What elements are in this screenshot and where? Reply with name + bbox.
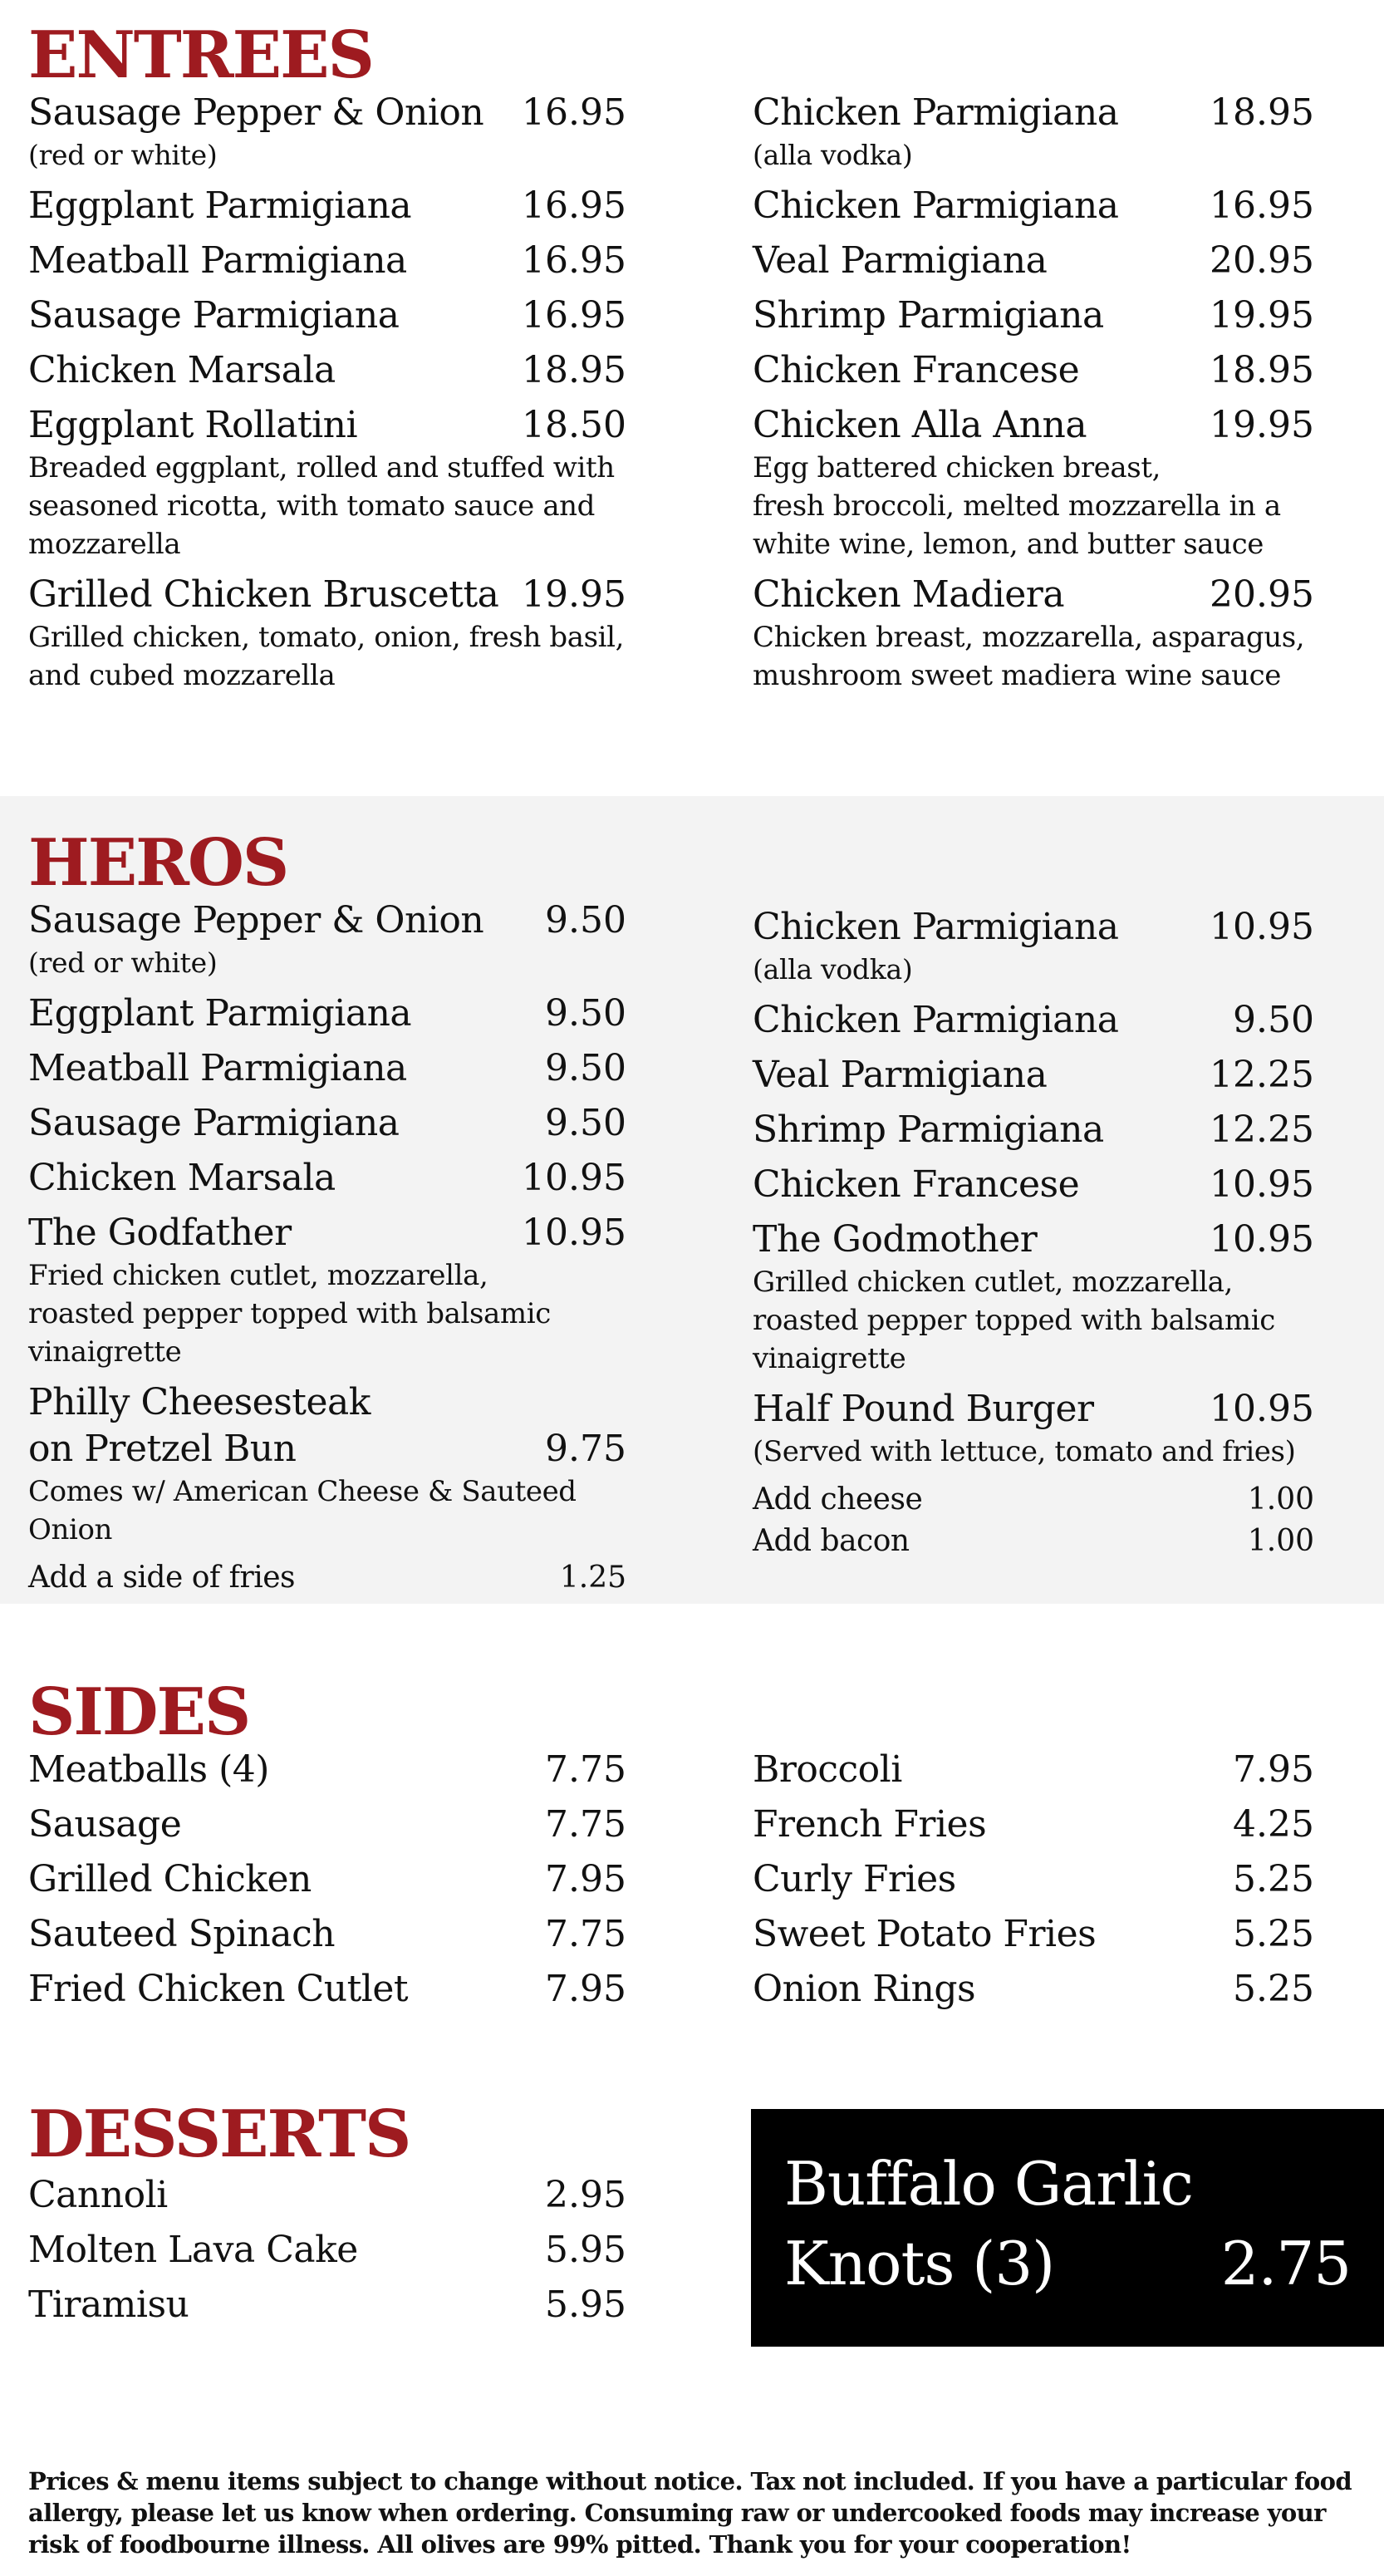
menu-item-note: (alla vodka)	[753, 953, 913, 986]
menu-item-price: 10.95	[522, 1212, 626, 1254]
menu-item-description: Grilled chicken, tomato, onion, fresh basil,	[28, 621, 624, 654]
menu-item-name: Chicken Parmigiana	[753, 999, 1119, 1041]
menu-item-row	[753, 183, 1314, 229]
menu-item-row	[28, 293, 626, 339]
menu-item-row	[28, 1155, 626, 1202]
menu-item-row	[753, 1747, 1314, 1793]
menu-item	[753, 1521, 1314, 1562]
menu-item	[753, 293, 1314, 339]
disclaimer-line: Prices & menu items subject to change without notice. Tax not included. If you have a particular food	[28, 2467, 1352, 2495]
menu-item	[753, 1107, 1314, 1153]
menu-item-price: 4.25	[1233, 1803, 1314, 1846]
menu-item-price: 9.50	[545, 992, 626, 1035]
menu-item-name: Fried Chicken Cutlet	[28, 1968, 409, 2010]
menu-item	[753, 402, 1314, 563]
menu-item	[28, 1747, 626, 1793]
menu-item-description: (Served with lettuce, tomato and fries)	[753, 1435, 1296, 1468]
promo-line-2-row	[784, 2224, 1351, 2303]
sides-title: SIDES	[28, 1674, 250, 1750]
menu-item-description: seasoned ricotta, with tomato sauce and	[28, 489, 596, 523]
menu-item-row	[28, 183, 626, 229]
menu-item-name: French Fries	[753, 1803, 987, 1846]
menu-item-name: Veal Parmigiana	[753, 1054, 1048, 1096]
menu-item	[753, 1162, 1314, 1208]
menu-item-name: Add bacon	[753, 1524, 910, 1558]
menu-item	[28, 238, 626, 284]
menu-item-name: Chicken Parmigiana	[753, 906, 1119, 948]
menu-item	[753, 1479, 1314, 1521]
menu-item-row	[28, 347, 626, 394]
menu-item-name: Sauteed Spinach	[28, 1913, 336, 1955]
menu-item	[28, 1966, 626, 2013]
menu-item-price: 19.95	[522, 573, 626, 616]
menu-item-row	[753, 997, 1314, 1044]
menu-item-name: Eggplant Rollatini	[28, 404, 358, 446]
menu-item-note: (red or white)	[28, 139, 218, 171]
menu-item-row	[28, 238, 626, 284]
menu-item-row	[28, 2172, 626, 2219]
menu-item	[753, 904, 1314, 989]
menu-item-price: 7.95	[545, 1858, 626, 1900]
menu-item-price: 7.95	[1233, 1748, 1314, 1791]
menu-item	[28, 1856, 626, 1903]
menu-item-row	[753, 1217, 1314, 1263]
garlic-knots-promo	[751, 2109, 1384, 2347]
menu-item-name: Meatballs (4)	[28, 1748, 269, 1791]
menu-item-price: 18.95	[522, 349, 626, 391]
menu-item-description: vinaigrette	[753, 1342, 906, 1375]
menu-item-row	[28, 1557, 626, 1599]
menu-item-name: Chicken Marsala	[28, 349, 336, 391]
menu-item-name: Chicken Francese	[753, 1163, 1080, 1206]
menu-item-price: 18.95	[1210, 349, 1314, 391]
promo-line-2: Knots (3)	[784, 2229, 1055, 2298]
menu-item-price: 19.95	[1210, 294, 1314, 337]
disclaimer-line: allergy, please let us know when ordering. Consuming raw or undercooked foods may increase your	[28, 2499, 1326, 2527]
menu-item-price: 20.95	[1210, 239, 1314, 282]
menu-item-name: Grilled Chicken Bruscetta	[28, 573, 499, 616]
menu-item-price: 7.75	[545, 1913, 626, 1955]
entrees-title: ENTREES	[28, 17, 373, 93]
menu-item-name: Cannoli	[28, 2174, 168, 2216]
menu-item-row	[753, 1052, 1314, 1099]
menu-item	[28, 991, 626, 1037]
menu-item-row	[28, 2282, 626, 2328]
menu-item-row	[753, 1856, 1314, 1903]
menu-item-row	[753, 1911, 1314, 1958]
menu-item-row	[753, 90, 1314, 136]
heros-left-column	[28, 897, 626, 1599]
menu-item-description: Grilled chicken cutlet, mozzarella,	[753, 1266, 1233, 1299]
menu-item-note: (red or white)	[28, 946, 218, 979]
menu-item	[28, 1379, 626, 1549]
menu-item-row	[753, 1162, 1314, 1208]
menu-item-description: Fried chicken cutlet, mozzarella,	[28, 1259, 488, 1292]
menu-item-row	[753, 572, 1314, 618]
menu-item-row	[753, 904, 1314, 951]
menu-item-name: Sausage Pepper & Onion	[28, 91, 484, 134]
menu-item-name: Chicken Francese	[753, 349, 1080, 391]
menu-item-name: Chicken Marsala	[28, 1157, 336, 1199]
menu-item	[753, 1747, 1314, 1793]
menu-item-price: 10.95	[1210, 1388, 1314, 1430]
desserts-title: DESSERTS	[28, 2097, 410, 2172]
menu-item	[28, 2282, 626, 2328]
menu-item-name: Chicken Parmigiana	[753, 184, 1119, 227]
menu-item-name: Eggplant Parmigiana	[28, 992, 412, 1035]
menu-item-price: 7.95	[545, 1968, 626, 2010]
menu-item-description: white wine, lemon, and butter sauce	[753, 528, 1264, 561]
menu-item-price: 9.50	[1233, 999, 1314, 1041]
menu-item-row	[753, 293, 1314, 339]
menu-item	[28, 1210, 626, 1371]
menu-item-row	[28, 1966, 626, 2013]
menu-item-row	[28, 1045, 626, 1092]
menu-item-row	[28, 897, 626, 944]
menu-item-name: The Godmother	[753, 1218, 1038, 1261]
menu-item-row	[28, 1426, 626, 1472]
menu-item-row	[28, 90, 626, 136]
menu-item-description: mushroom sweet madiera wine sauce	[753, 659, 1281, 692]
menu-item	[28, 347, 626, 394]
menu-item-price: 10.95	[522, 1157, 626, 1199]
menu-item-description: Breaded eggplant, rolled and stuffed with	[28, 451, 615, 484]
heros-right-column	[753, 904, 1314, 1562]
menu-item-name: Sausage Parmigiana	[28, 294, 400, 337]
menu-item-name: Molten Lava Cake	[28, 2229, 358, 2271]
menu-item-price: 16.95	[1210, 184, 1314, 227]
menu-item	[753, 238, 1314, 284]
menu-item-name: Meatball Parmigiana	[28, 1047, 407, 1089]
menu-item-row	[28, 1210, 626, 1256]
menu-item-name: Shrimp Parmigiana	[753, 1109, 1104, 1151]
menu-item	[753, 183, 1314, 229]
menu-item-price: 2.95	[545, 2174, 626, 2216]
menu-item-description: roasted pepper topped with balsamic	[753, 1304, 1275, 1337]
menu-item-row	[28, 991, 626, 1037]
menu-item-row	[753, 1521, 1314, 1562]
promo-price: 2.75	[1220, 2229, 1351, 2298]
menu-item-row	[28, 1856, 626, 1903]
menu-item-name: Grilled Chicken	[28, 1858, 312, 1900]
menu-item-row	[28, 572, 626, 618]
sides-right-column	[753, 1747, 1314, 2021]
menu-item-price: 5.25	[1233, 1968, 1314, 2010]
menu-item-price: 9.50	[545, 1047, 626, 1089]
menu-item	[28, 1802, 626, 1848]
menu-item-row	[753, 347, 1314, 394]
menu-item-name: Veal Parmigiana	[753, 239, 1048, 282]
menu-item	[753, 997, 1314, 1044]
menu-item	[28, 293, 626, 339]
menu-item-name: Philly Cheesesteak	[28, 1381, 371, 1423]
menu-item-description: fresh broccoli, melted mozzarella in a	[753, 489, 1281, 523]
menu-item-description: Comes w/ American Cheese & Sauteed Onion	[28, 1475, 577, 1546]
menu-item-name: Broccoli	[753, 1748, 902, 1791]
menu-item-name: Chicken Alla Anna	[753, 404, 1087, 446]
menu-item-name: Chicken Parmigiana	[753, 91, 1119, 134]
menu-item-name: Sausage Parmigiana	[28, 1102, 400, 1144]
menu-item	[28, 402, 626, 563]
menu-item-name: Onion Rings	[753, 1968, 976, 2010]
menu-item-price: 5.25	[1233, 1913, 1314, 1955]
menu-item	[28, 183, 626, 229]
menu-item-row	[28, 1100, 626, 1147]
menu-item	[753, 1911, 1314, 1958]
menu-item-price: 16.95	[522, 184, 626, 227]
menu-item	[28, 1045, 626, 1092]
menu-item-row	[28, 1911, 626, 1958]
entrees-right-column	[753, 90, 1314, 703]
menu-item-price: 1.00	[1247, 1524, 1314, 1558]
menu-item-price: 9.75	[545, 1428, 626, 1470]
menu-item	[753, 347, 1314, 394]
menu-item-price: 18.95	[1210, 91, 1314, 134]
menu-item-row	[753, 1479, 1314, 1521]
disclaimer-line: risk of foodbourne illness. All olives are 99% pitted. Thank you for your cooperation!	[28, 2530, 1131, 2559]
menu-item-row	[753, 238, 1314, 284]
disclaimer	[28, 2465, 1357, 2560]
menu-item-name: Half Pound Burger	[753, 1388, 1094, 1430]
menu-item	[28, 1557, 626, 1599]
menu-item-description: and cubed mozzarella	[28, 659, 336, 692]
menu-item-name: Add cheese	[753, 1482, 923, 1517]
menu-item-price: 9.50	[545, 899, 626, 941]
menu-item-price: 7.75	[545, 1748, 626, 1791]
menu-item-price: 5.95	[545, 2283, 626, 2326]
menu-item-row	[753, 1966, 1314, 2013]
menu-item-price: 7.75	[545, 1803, 626, 1846]
menu-item-price: 5.25	[1233, 1858, 1314, 1900]
menu-item-name: Shrimp Parmigiana	[753, 294, 1104, 337]
menu-item-name: Eggplant Parmigiana	[28, 184, 412, 227]
menu-item	[753, 1966, 1314, 2013]
menu-item-row	[753, 1386, 1314, 1433]
menu-item-description: vinaigrette	[28, 1335, 182, 1369]
entrees-left-column	[28, 90, 626, 703]
menu-item-name: Sweet Potato Fries	[753, 1913, 1097, 1955]
menu-item	[753, 1856, 1314, 1903]
menu-item-name: Sausage Pepper & Onion	[28, 899, 484, 941]
menu-item-description: roasted pepper topped with balsamic	[28, 1297, 551, 1330]
menu-item-name: on Pretzel Bun	[28, 1428, 297, 1470]
menu-item	[753, 1217, 1314, 1378]
menu-item	[753, 1386, 1314, 1471]
menu-item-row	[28, 1747, 626, 1793]
menu-item	[28, 1100, 626, 1147]
sides-left-column	[28, 1747, 626, 2021]
menu-item	[753, 572, 1314, 695]
menu-item-name: Sausage	[28, 1803, 182, 1846]
menu-item-price: 1.25	[559, 1561, 626, 1595]
menu-item-price: 5.95	[545, 2229, 626, 2271]
menu-item-name: Add a side of fries	[28, 1561, 295, 1595]
menu-item-row	[28, 2227, 626, 2274]
menu-item	[28, 90, 626, 175]
menu-item	[753, 1052, 1314, 1099]
menu-item-price: 16.95	[522, 294, 626, 337]
menu-item-description: mozzarella	[28, 528, 181, 561]
menu-item-note: (alla vodka)	[753, 139, 913, 171]
heros-title: HEROS	[28, 825, 288, 901]
menu-item	[753, 90, 1314, 175]
menu-item-description: Egg battered chicken breast,	[753, 451, 1161, 484]
menu-item-row	[753, 1802, 1314, 1848]
promo-line-1: Buffalo Garlic	[784, 2149, 1194, 2219]
menu-item-price: 16.95	[522, 239, 626, 282]
menu-item-price: 10.95	[1210, 1218, 1314, 1261]
menu-item-price: 12.25	[1210, 1054, 1314, 1096]
menu-item-price: 12.25	[1210, 1109, 1314, 1151]
menu-item	[28, 897, 626, 982]
menu-item-price: 1.00	[1247, 1482, 1314, 1517]
menu-item-price: 16.95	[522, 91, 626, 134]
menu-item-name: Chicken Madiera	[753, 573, 1065, 616]
desserts-left-column	[28, 2172, 626, 2337]
menu-item-row	[28, 402, 626, 449]
menu-item-name: Meatball Parmigiana	[28, 239, 407, 282]
menu-item-price: 20.95	[1210, 573, 1314, 616]
menu-item-price: 9.50	[545, 1102, 626, 1144]
menu-item-row	[753, 402, 1314, 449]
menu-item	[753, 1802, 1314, 1848]
menu-item-description: Chicken breast, mozzarella, asparagus,	[753, 621, 1305, 654]
menu-item-price: 19.95	[1210, 404, 1314, 446]
menu-item-price: 10.95	[1210, 1163, 1314, 1206]
menu-item-name: Curly Fries	[753, 1858, 956, 1900]
menu-item-name: The Godfather	[28, 1212, 292, 1254]
menu-item-row	[28, 1802, 626, 1848]
menu-item-row	[753, 1107, 1314, 1153]
menu-item	[28, 1911, 626, 1958]
menu-item	[28, 572, 626, 695]
menu-item	[28, 2227, 626, 2274]
menu-item-price: 10.95	[1210, 906, 1314, 948]
menu-item	[28, 2172, 626, 2219]
menu-item-name: Tiramisu	[28, 2283, 189, 2326]
menu-item	[28, 1155, 626, 1202]
menu-item-price: 18.50	[522, 404, 626, 446]
